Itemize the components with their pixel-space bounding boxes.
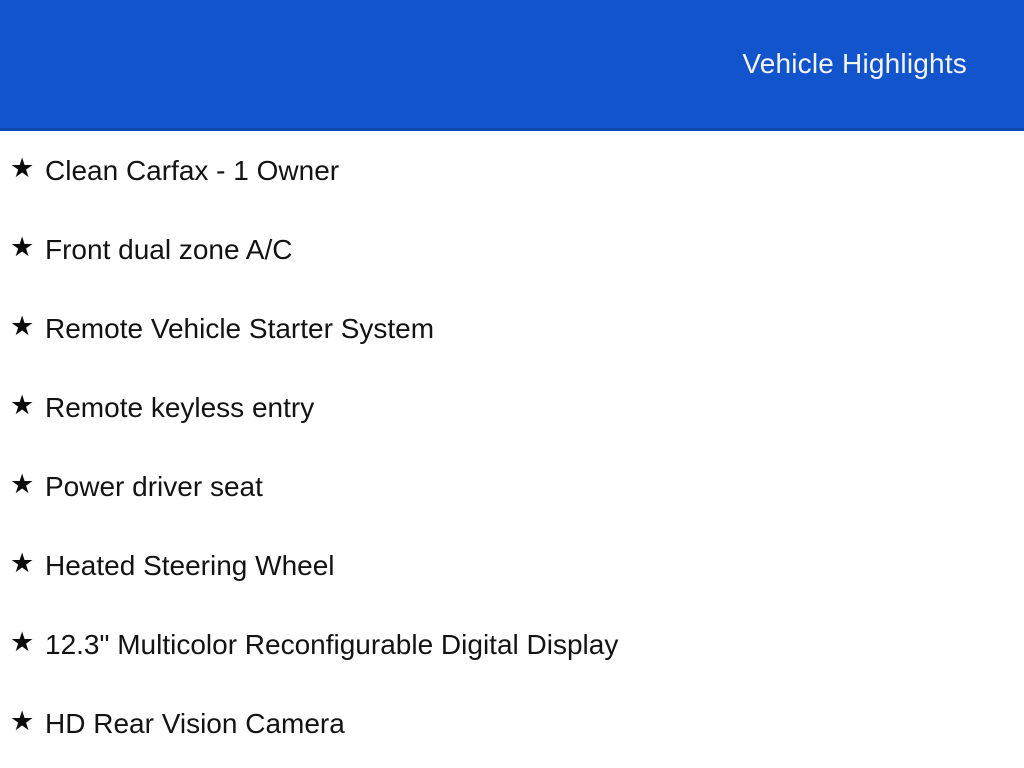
list-item-label: 12.3" Multicolor Reconfigurable Digital Display <box>45 628 619 660</box>
page-title: Vehicle Highlights <box>742 48 967 79</box>
list-item-label: Remote keyless entry <box>45 391 315 423</box>
star-icon: ★ <box>10 469 35 499</box>
list-item-label: Heated Steering Wheel <box>45 549 335 581</box>
list-item <box>0 368 1024 447</box>
list-item <box>0 447 1024 526</box>
star-icon: ★ <box>10 548 35 578</box>
star-icon: ★ <box>10 706 35 736</box>
list-item <box>0 684 1024 763</box>
list-item <box>0 526 1024 605</box>
list-item-label: Power driver seat <box>45 470 263 502</box>
list-item <box>0 605 1024 684</box>
list-item-label: HD Rear Vision Camera <box>45 707 345 739</box>
highlights-list <box>0 131 1024 763</box>
star-icon: ★ <box>10 390 35 420</box>
list-item-label: Front dual zone A/C <box>45 233 293 265</box>
list-item <box>0 210 1024 289</box>
star-icon: ★ <box>10 153 35 183</box>
star-icon: ★ <box>10 232 35 262</box>
list-item-label: Remote Vehicle Starter System <box>45 312 435 344</box>
list-item <box>0 289 1024 368</box>
vehicle-highlights-header <box>0 0 1024 131</box>
star-icon: ★ <box>10 627 35 657</box>
list-item <box>0 131 1024 210</box>
list-item-label: Clean Carfax - 1 Owner <box>45 154 340 186</box>
star-icon: ★ <box>10 311 35 341</box>
